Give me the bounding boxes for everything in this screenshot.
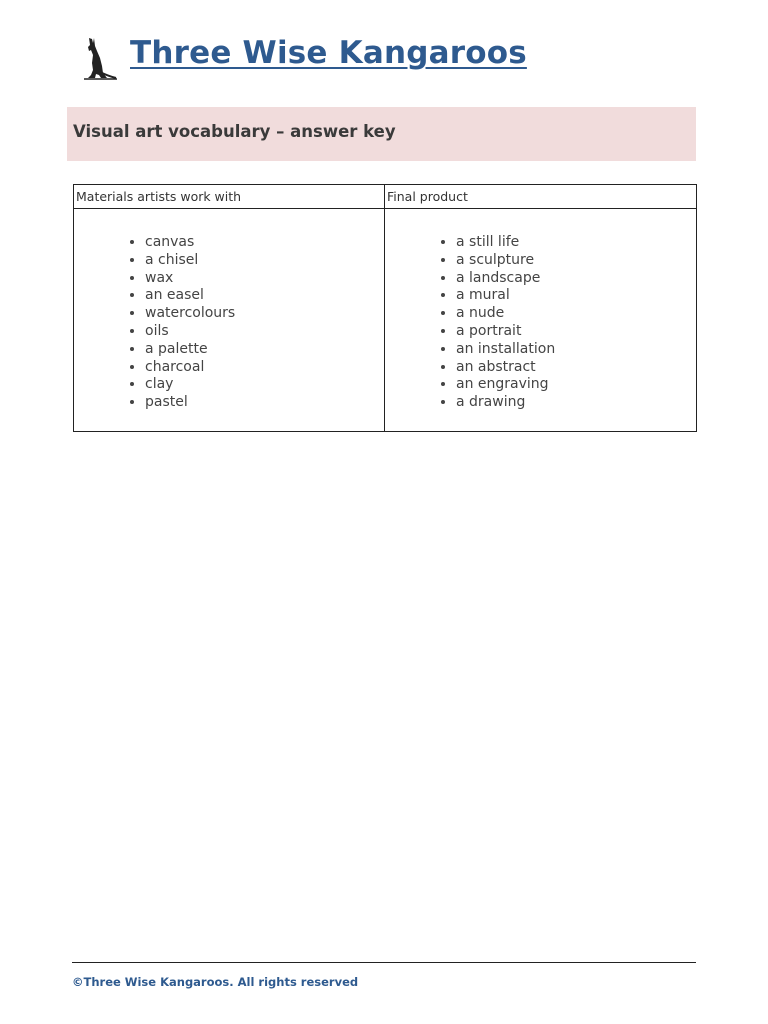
materials-list [74,234,384,412]
list-item: • pastel [145,394,384,412]
list-item: • a palette [145,341,384,359]
list-item: • clay [145,376,384,394]
list-item: • charcoal [145,359,384,377]
column-header-final-product: Final product [385,185,697,209]
table-header-row [74,185,697,209]
column-header-materials: Materials artists work with [74,185,385,209]
footer-copyright: ©Three Wise Kangaroos. All rights reserved [72,975,359,989]
list-item: • an installation [456,341,696,359]
list-item: • a landscape [456,270,696,288]
page-header [80,32,700,82]
table-row [74,209,697,432]
materials-cell [74,209,385,432]
brand-title[interactable]: Three Wise Kangaroos [130,35,527,71]
vocabulary-table [73,184,697,432]
list-item: • an engraving [456,376,696,394]
footer-divider [72,962,696,963]
list-item: • canvas [145,234,384,252]
list-item: • an easel [145,287,384,305]
list-item: • a drawing [456,394,696,412]
list-item: • a mural [456,287,696,305]
list-item: • watercolours [145,305,384,323]
list-item: • oils [145,323,384,341]
list-item: • a nude [456,305,696,323]
list-item: • a chisel [145,252,384,270]
products-list [385,234,696,412]
products-cell [385,209,697,432]
page-title: Visual art vocabulary – answer key [73,122,396,141]
list-item: • an abstract [456,359,696,377]
kangaroo-icon [80,34,118,82]
list-item: • a sculpture [456,252,696,270]
list-item: • a still life [456,234,696,252]
list-item: • a portrait [456,323,696,341]
list-item: • wax [145,270,384,288]
title-banner [67,107,696,161]
